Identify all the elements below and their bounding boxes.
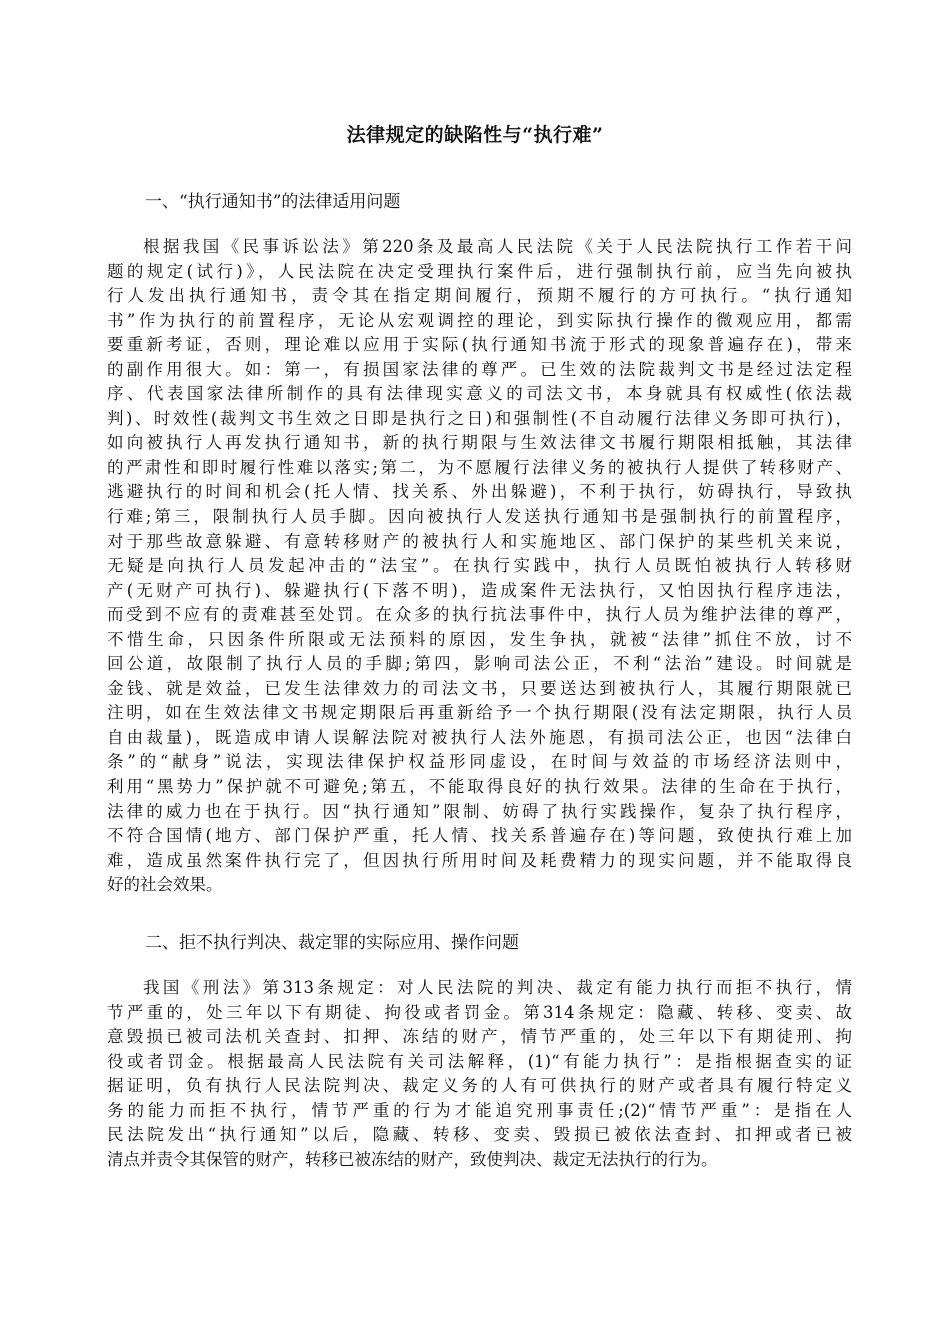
section-body-2 xyxy=(107,976,852,1172)
text-line: 无疑是向执行人员发起冲击的“法宝”。在执行实践中，执行人员既怕被执行人转移财 xyxy=(107,556,852,576)
text-line: 法律的威力也在于执行。因“执行通知”限制、妨碍了执行实践操作，复杂了执行程序， xyxy=(107,801,852,821)
text-line: 自由裁量)，既造成申请人误解法院对被执行人法外施恩，有损司法公正，也因“法律白 xyxy=(107,727,852,747)
text-line: 对于那些故意躲避、有意转移财产的被执行人和实施地区、部门保护的某些机关来说， xyxy=(107,531,852,551)
text-line: 的副作用很大。如：第一，有损国家法律的尊严。已生效的法院裁判文书是经过法定程 xyxy=(107,359,852,379)
text-line: 不符合国情(地方、部门保护严重，托人情、找关系普遍存在)等问题，致使执行难上加 xyxy=(107,826,852,846)
text-line: 序、代表国家法律所制作的具有法律现实意义的司法文书，本身就具有权威性(依法裁 xyxy=(107,384,852,404)
text-line: 役或者罚金。根据最高人民法院有关司法解释，(1)“有能力执行”：是指根据查实的证 xyxy=(107,1051,852,1071)
text-line: 书”作为执行的前置程序，无论从宏观调控的理论，到实际执行操作的微观应用，都需 xyxy=(107,310,852,330)
text-line: 据证明，负有执行人民法院判决、裁定义务的人有可供执行的财产或者具有履行特定义 xyxy=(107,1076,852,1096)
text-line: 注明，如在生效法律文书规定期限后再重新给予一个执行期限(没有法定期限，执行人员 xyxy=(107,703,852,723)
text-line: 务的能力而拒不执行，情节严重的行为才能追究刑事责任;(2)“情节严重”：是指在人 xyxy=(107,1100,852,1120)
text-line: 金钱、就是效益，已发生法律效力的司法文书，只要送达到被执行人，其履行期限就已 xyxy=(107,678,852,698)
text-line: 的严肃性和即时履行性难以落实;第二，为不愿履行法律义务的被执行人提供了转移财产、 xyxy=(107,457,852,477)
text-line: 题的规定(试行)》，人民法院在决定受理执行案件后，进行强制执行前，应当先向被执 xyxy=(107,261,852,281)
text-line: 节严重的，处三年以下有期徒、拘役或者罚金。第314条规定：隐藏、转移、变卖、故 xyxy=(107,1002,852,1022)
text-line: 我国《刑法》第313条规定：对人民法院的判决、裁定有能力执行而拒不执行，情 xyxy=(143,978,852,997)
text-line: 判)、时效性(裁判文书生效之日即是执行之日)和强制性(不自动履行法律义务即可执行)， xyxy=(107,408,852,428)
text-line: 行难;第三，限制执行人员手脚。因向被执行人发送执行通知书是强制执行的前置程序， xyxy=(107,507,852,527)
text-line: 意毁损已被司法机关查封、扣押、冻结的财产，情节严重的，处三年以下有期徒刑、拘 xyxy=(107,1027,852,1047)
text-line: 根据我国《民事诉讼法》第220条及最高人民法院《关于人民法院执行工作若干问 xyxy=(143,237,852,256)
text-line: 要重新考证，否则，理论难以应用于实际(执行通知书流于形式的现象普遍存在)，带来 xyxy=(107,335,852,355)
section-body-1 xyxy=(107,235,852,898)
text-line: 民法院发出“执行通知”以后，隐藏、转移、变卖、毁损已被依法查封、扣押或者已被 xyxy=(107,1125,852,1145)
text-line: 利用“黑势力”保护就不可避免;第五，不能取得良好的执行效果。法律的生命在于执行， xyxy=(107,777,852,797)
text-line: 回公道，故限制了执行人员的手脚;第四，影响司法公正，不利“法治”建设。时间就是 xyxy=(107,654,852,674)
text-line: 行人发出执行通知书，责令其在指定期间履行，预期不履行的方可执行。“执行通知 xyxy=(107,286,852,306)
text-line: 逃避执行的时间和机会(托人情、找关系、外出躲避)，不利于执行，妨碍执行，导致执 xyxy=(107,482,852,502)
text-line: 不惜生命，只因条件所限或无法预料的原因，发生争执，就被“法律”抓住不放，讨不 xyxy=(107,629,852,649)
text-line: 难，造成虽然案件执行完了，但因执行所用时间及耗费精力的现实问题，并不能取得良 xyxy=(107,850,852,870)
section-heading-1: 一、“执行通知书”的法律适用问题 xyxy=(145,192,401,212)
text-line: 好的社会效果。 xyxy=(107,875,223,895)
text-line: 清点并责令其保管的财产，转移已被冻结的财产，致使判决、裁定无法执行的行为。 xyxy=(107,1149,718,1169)
text-line: 条”的“献身”说法，实现法律保护权益形同虚设，在时间与效益的市场经济法则中， xyxy=(107,752,852,772)
text-line: 如向被执行人再发执行通知书，新的执行期限与生效法律文书履行期限相抵触，其法律 xyxy=(107,433,852,453)
text-line: 产(无财产可执行)、躲避执行(下落不明)，造成案件无法执行，又怕因执行程序违法， xyxy=(107,580,852,600)
document-title: 法律规定的缺陷性与“执行难” xyxy=(346,124,604,146)
section-heading-2: 二、拒不执行判决、裁定罪的实际应用、操作问题 xyxy=(145,933,519,953)
text-line: 而受到不应有的责难甚至处罚。在众多的执行抗法事件中，执行人员为维护法律的尊严， xyxy=(107,605,852,625)
